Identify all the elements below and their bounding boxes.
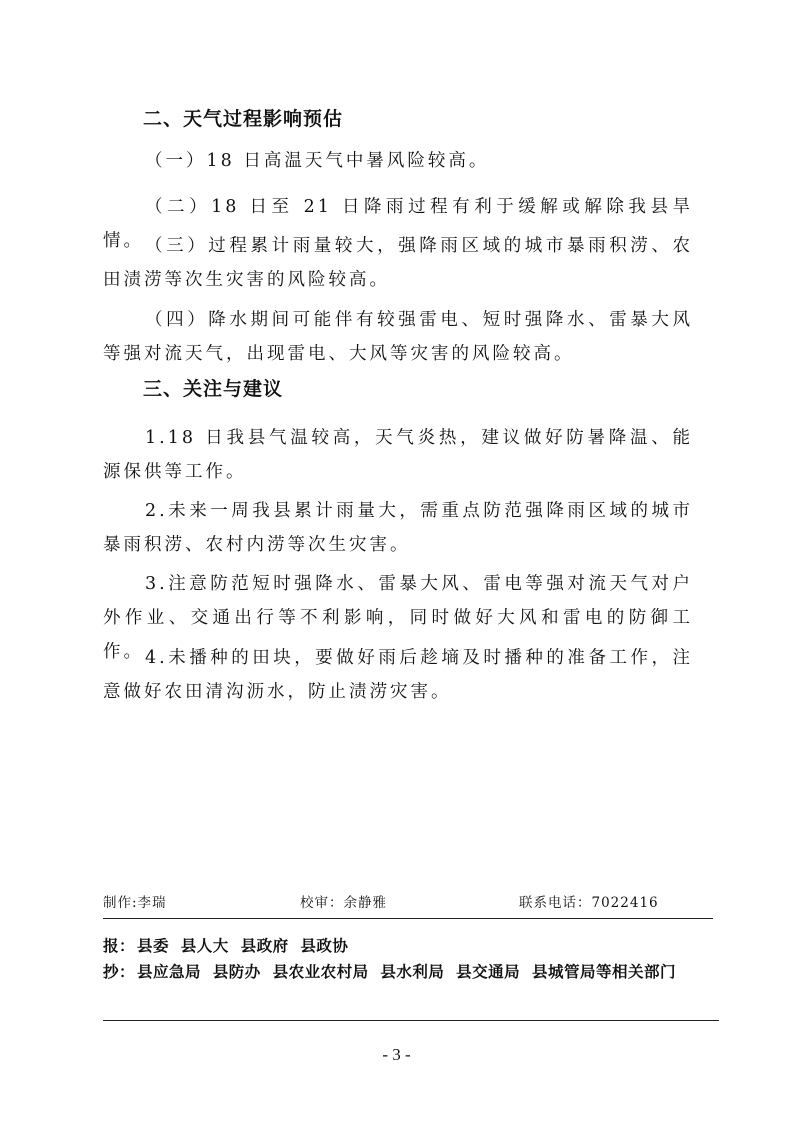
footer-top-rule bbox=[103, 918, 713, 919]
producer-credit: 制作:李瑞 bbox=[103, 895, 167, 911]
footer-bottom-rule bbox=[103, 1020, 719, 1021]
advice-item-4: 4.未播种的田块，要做好雨后趁墒及时播种的准备工作，注意做好农田清沟沥水，防止渍涝灾害。 bbox=[103, 648, 693, 702]
section-heading-impact: 二、天气过程影响预估 bbox=[143, 108, 344, 130]
report-recipients: 县委 县人大 县政府 县政协 bbox=[137, 937, 349, 955]
copy-recipients: 县应急局 县防办 县农业农村局 县水利局 县交通局 县城管局等相关部门 bbox=[137, 963, 676, 981]
impact-item-2: （二）18 日至 21 日降雨过程有利于缓解或解除我县旱情。 bbox=[103, 197, 693, 251]
report-to-line bbox=[103, 933, 703, 959]
copy-to-line bbox=[103, 959, 703, 985]
advice-item-1: 1.18 日我县气温较高，天气炎热，建议做好防暑降温、能源保供等工作。 bbox=[103, 428, 693, 482]
reviewer-credit: 校审：余静雅 bbox=[300, 895, 387, 911]
impact-item-4: （四）降水期间可能伴有较强雷电、短时强降水、雷暴大风等强对流天气，出现雷电、大风等灾害的风险较高。 bbox=[103, 310, 693, 364]
impact-item-3: （三）过程累计雨量较大，强降雨区域的城市暴雨积涝、农田渍涝等次生灾害的风险较高。 bbox=[103, 236, 693, 290]
impact-item-1: （一）18 日高温天气中暑风险较高。 bbox=[145, 151, 490, 171]
advice-item-2: 2.未来一周我县累计雨量大，需重点防范强降雨区域的城市暴雨积涝、农村内涝等次生灾害。 bbox=[103, 501, 693, 555]
contact-phone: 联系电话：7022416 bbox=[519, 895, 659, 911]
page-number: - 3 - bbox=[382, 1045, 411, 1064]
advice-item-3: 3.注意防范短时强降水、雷暴大风、雷电等强对流天气对户外作业、交通出行等不利影响，同时做好大风和雷电的防御工作。 bbox=[103, 574, 693, 662]
report-label: 报： bbox=[103, 937, 136, 955]
section-heading-advice: 三、关注与建议 bbox=[143, 378, 284, 400]
copy-label: 抄： bbox=[103, 963, 136, 981]
